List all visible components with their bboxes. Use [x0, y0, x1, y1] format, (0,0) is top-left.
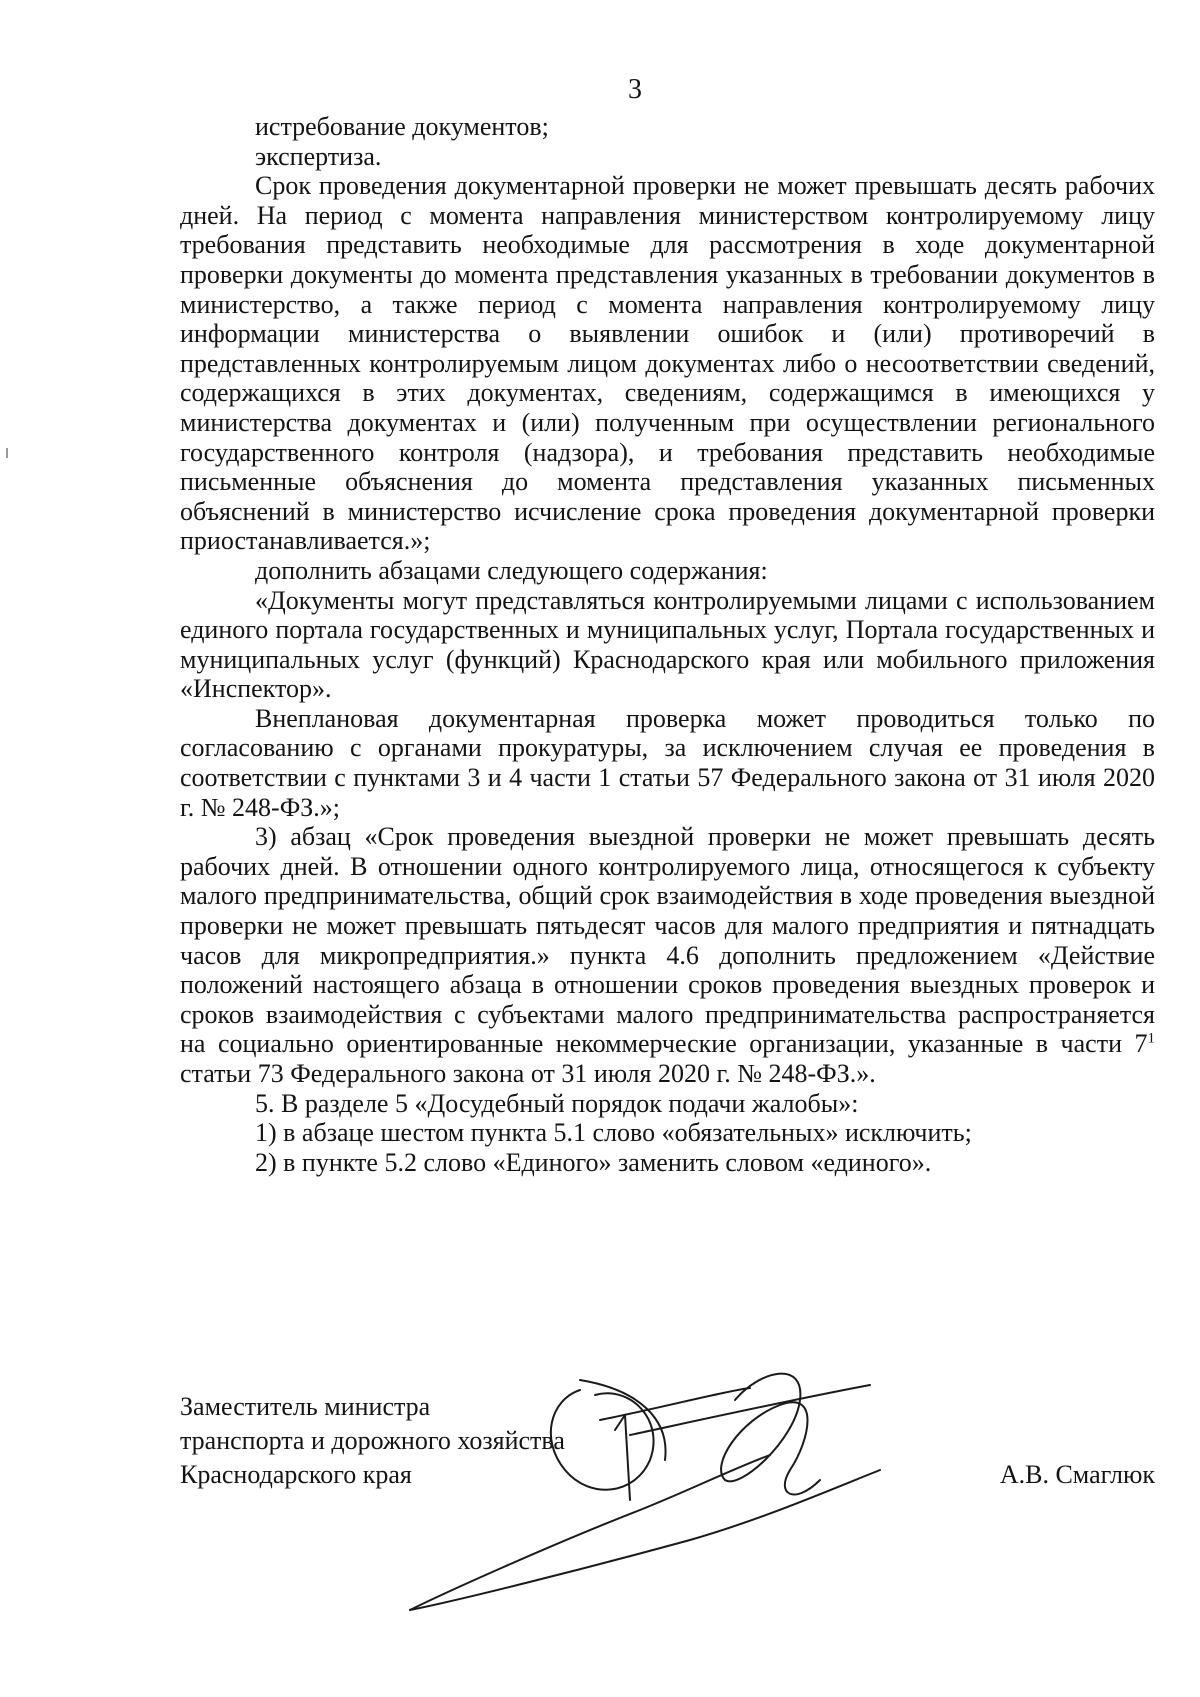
signatory-name: А.В. Смаглюк — [999, 1460, 1155, 1489]
signature-stroke — [551, 1390, 654, 1490]
page-number: 3 — [628, 74, 642, 105]
position-line: транспорта и дорожного хозяйства — [180, 1426, 565, 1455]
paragraph: 5. В разделе 5 «Досудебный порядок подачи жалобы»: — [255, 1088, 859, 1118]
signature-stroke — [721, 1374, 820, 1495]
paragraph: «Документы могут представляться контролируемыми лицами с использованием единого портала государственных и муниципальных услуг, Портала государственных и муниципальных услуг (функций) Краснодарского края или мобильного приложения «Инспектор». — [180, 585, 1155, 704]
position-line: Заместитель министра — [180, 1392, 431, 1421]
handwritten-signature — [400, 1360, 960, 1620]
paragraph: экспертиза. — [255, 141, 382, 171]
paragraph: Срок проведения документарной проверки не может превышать десять рабочих дней. На период с момента направления министерством контролируемому лицу требования представить необходимые для рассмотрения в ходе документарной проверки документы до момента представления указанных в требовании документов в министерство, а также период с момента направления контролируемому лицу информации министерства о выявлении ошибок и (или) противоречий в представленных контролируемым лицом документах либо о несоответствии сведений, содержащихся в этих документах, сведениям, содержащимся в имеющихся у министерства документах и (или) полученным при осуществлении регионального государственного контроля (надзора), и требования представить необходимые письменные объяснения до момента представления указанных письменных объяснений в министерство исчисление срока проведения документарной проверки приостанавливается.»; — [180, 171, 1155, 556]
signature-stroke — [410, 1470, 880, 1610]
paragraph-part: 3) абзац «Срок проведения выездной проверки не может превышать десять рабочих дней. В отношении одного контролируемого лица, относящегося к субъекту малого предпринимательства, общий срок взаимодействия в ходе проведения выездной проверки не может превышать пятьдесят часов для малого предприятия и пятнадцать часов для микропредприятия.» пункта 4.6 дополнить предложением «Действие положений настоящего абзаца в отношении сроков проведения выездных проверок и сроков взаимодействия с субъектами малого предпринимательства распространяется на социально ориентированные некоммерческие организации, указанные в части 7 — [180, 822, 1155, 1059]
paragraph-part: статьи 73 Федерального закона от 31 июля 2020 г. № 248-ФЗ.». — [180, 1059, 876, 1088]
paragraph: 2) в пункте 5.2 слово «Единого» заменить словом «единого». — [255, 1147, 932, 1177]
paragraph: 1) в абзаце шестом пункта 5.1 слово «обязательных» исключить; — [255, 1118, 972, 1148]
paragraph: Внеплановая документарная проверка может проводиться только по согласованию с органами прокуратуры, за исключением случая ее проведения в соответствии с пунктами 3 и 4 части 1 статьи 57 Федерального закона от 31 июля 2020 г. № 248-ФЗ.»; — [180, 703, 1155, 822]
document-body — [180, 112, 1155, 1177]
superscript: 1 — [1147, 1030, 1155, 1047]
paragraph: дополнить абзацами следующего содержания: — [255, 555, 768, 585]
paragraph: истребование документов; — [255, 112, 549, 141]
signature-stroke — [630, 1385, 870, 1435]
scan-edge-mark — [6, 448, 8, 458]
paragraph-with-superscript — [180, 822, 1155, 1088]
position-line: Краснодарского края — [180, 1460, 412, 1489]
